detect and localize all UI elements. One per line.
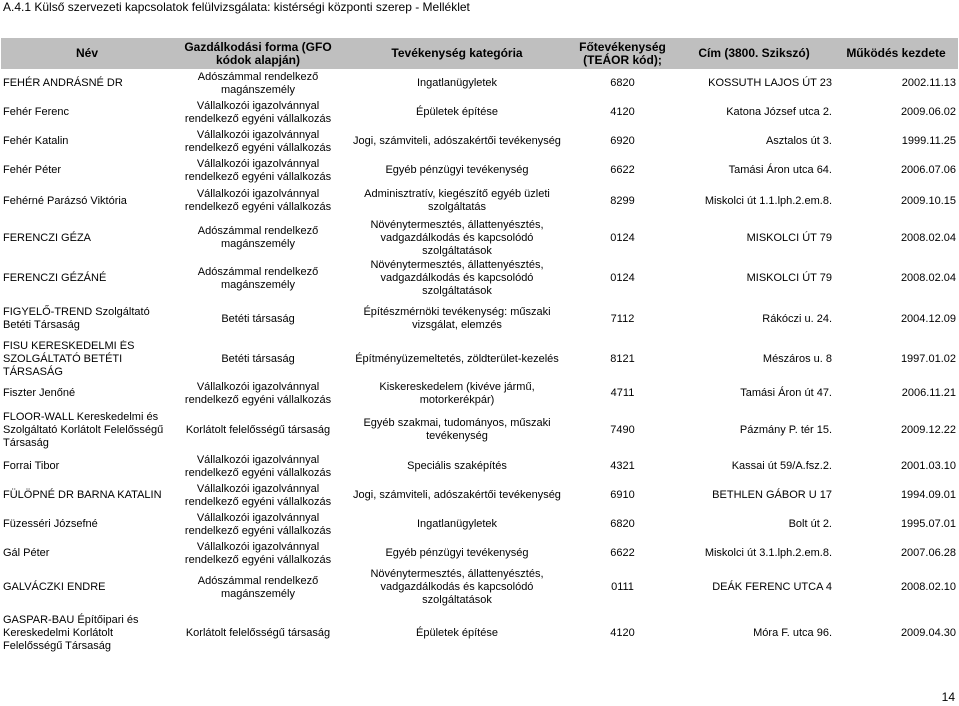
cell-name: Forrai Tibor [3, 460, 60, 472]
header-address: Cím (3800. Szikszó) [674, 38, 834, 69]
table-row [1, 259, 958, 298]
cell-address: DEÁK FERENC UTCA 4 [712, 581, 832, 593]
cell-name: FEHÉR ANDRÁSNÉ DR [3, 77, 123, 89]
cell-form: Betéti társaság [221, 353, 295, 365]
cell-activity: Egyéb pénzügyi tevékenység [385, 547, 529, 559]
cell-form: Betéti társaság [221, 312, 295, 325]
cell-start: 2008.02.04 [900, 272, 956, 284]
cell-address: Kassai út 59/A.fsz.2. [731, 460, 832, 472]
cell-code: 4120 [610, 626, 635, 639]
header-form: Gazdálkodási forma (GFO kódok alapján) [173, 38, 343, 69]
cell-address: KOSSUTH LAJOS ÚT 23 [708, 77, 832, 89]
cell-start: 1995.07.01 [900, 518, 956, 530]
cell-code: 4711 [610, 387, 635, 399]
table-row [1, 452, 958, 481]
table-row [1, 298, 958, 340]
table-row [1, 408, 958, 452]
cell-activity: Kiskereskedelem (kivéve jármű, motorkerékpár) [379, 380, 535, 406]
cell-start: 2009.06.02 [900, 106, 956, 118]
cell-address: Asztalos út 3. [765, 135, 832, 147]
cell-address: Miskolci út 3.1.lph.2.em.8. [704, 547, 832, 559]
cell-form: Adószámmal rendelkező magánszemély [197, 265, 319, 291]
cell-start: 2008.02.10 [900, 581, 956, 593]
cell-name: GALVÁCZKI ENDRE [3, 581, 106, 593]
cell-code: 4321 [610, 460, 635, 472]
cell-start: 2009.04.30 [900, 626, 956, 639]
cell-activity: Növénytermesztés, állattenyésztés, vadgazdálkodás és kapcsolódó szolgáltatások [370, 218, 544, 257]
cell-code: 6820 [610, 518, 635, 530]
cell-code: 8121 [610, 353, 635, 365]
cell-activity: Jogi, számviteli, adószakértői tevékenység [353, 489, 561, 501]
table-row [1, 127, 958, 156]
table-row [1, 340, 958, 379]
cell-activity: Egyéb pénzügyi tevékenység [385, 164, 529, 176]
cell-code: 6622 [610, 164, 635, 176]
cell-form: Adószámmal rendelkező magánszemély [197, 70, 319, 96]
cell-form: Vállalkozói igazolvánnyal rendelkező egyéni vállalkozás [184, 128, 332, 154]
page-number: 14 [941, 690, 955, 704]
cell-code: 7490 [610, 423, 635, 436]
cell-form: Vállalkozói igazolvánnyal rendelkező egyéni vállalkozás [184, 540, 332, 566]
table-row [1, 607, 958, 659]
cell-start: 2002.11.13 [901, 77, 956, 89]
cell-activity: Adminisztratív, kiegészítő egyéb üzleti szolgáltatás [364, 188, 550, 213]
cell-start: 2006.07.06 [900, 164, 956, 176]
cell-activity: Ingatlanügyletek [416, 77, 498, 89]
table-header-row [1, 38, 958, 69]
table-row [1, 185, 958, 217]
cell-form: Vállalkozói igazolvánnyal rendelkező egyéni vállalkozás [184, 482, 332, 508]
cell-address: Tamási Áron út 47. [740, 387, 832, 399]
cell-name: FERENCZI GÉZÁNÉ [3, 272, 107, 284]
table-body [1, 69, 958, 659]
cell-form: Vállalkozói igazolvánnyal rendelkező egyéni vállalkozás [184, 511, 332, 537]
table-row [1, 156, 958, 185]
cell-address: Katona József utca 2. [726, 106, 832, 118]
cell-name: Fehérné Parázsó Viktória [3, 194, 127, 207]
cell-start: 1997.01.02 [900, 353, 956, 365]
header-activity: Tevékenység kategória [343, 38, 571, 69]
cell-start: 2006.11.21 [901, 387, 956, 399]
header-start: Működés kezdete [834, 38, 958, 69]
cell-name: Fehér Ferenc [3, 106, 70, 118]
cell-code: 0111 [611, 581, 634, 593]
table-row [1, 568, 958, 607]
cell-address: Mészáros u. 8 [762, 353, 832, 365]
table-row [1, 481, 958, 510]
cell-form: Adószámmal rendelkező magánszemély [197, 574, 319, 600]
cell-address: Móra F. utca 96. [753, 626, 832, 639]
cell-start: 1994.09.01 [900, 489, 956, 501]
table-row [1, 379, 958, 408]
cell-form: Korlátolt felelősségű társaság [185, 626, 331, 639]
cell-code: 6920 [610, 135, 635, 147]
table-row [1, 217, 958, 259]
cell-start: 2007.06.28 [900, 547, 956, 559]
cell-activity: Speciális szaképítés [407, 460, 507, 472]
cell-name: FLOOR-WALL Kereskedelmi és Szolgáltató Korlátolt Felelősségű Társaság [3, 410, 164, 449]
cell-name: Gál Péter [3, 547, 50, 559]
cell-activity: Épületek építése [416, 626, 498, 639]
cell-address: MISKOLCI ÚT 79 [746, 231, 832, 244]
cell-start: 2009.10.15 [900, 194, 956, 207]
cell-address: Pázmány P. tér 15. [739, 423, 832, 436]
cell-name: FISU KERESKEDELMI ÉS SZOLGÁLTATÓ BETÉTI TÁRSASÁG [3, 340, 135, 378]
registry-table [1, 38, 958, 659]
cell-code: 6622 [610, 547, 635, 559]
table-row [1, 98, 958, 127]
cell-form: Vállalkozói igazolvánnyal rendelkező egyéni vállalkozás [184, 99, 332, 125]
cell-code: 6820 [610, 77, 635, 89]
cell-code: 0124 [610, 231, 635, 244]
cell-form: Vállalkozói igazolvánnyal rendelkező egyéni vállalkozás [184, 188, 332, 213]
cell-activity: Növénytermesztés, állattenyésztés, vadgazdálkodás és kapcsolódó szolgáltatások [370, 568, 544, 606]
cell-activity: Növénytermesztés, állattenyésztés, vadgazdálkodás és kapcsolódó szolgáltatások [370, 259, 544, 297]
cell-code: 4120 [610, 106, 635, 118]
cell-code: 8299 [610, 194, 635, 207]
cell-name: FERENCZI GÉZA [3, 231, 92, 244]
cell-address: Tamási Áron utca 64. [728, 164, 832, 176]
cell-start: 2008.02.04 [900, 231, 956, 244]
cell-name: FÜLÖPNÉ DR BARNA KATALIN [3, 489, 162, 501]
cell-start: 1999.11.25 [901, 135, 956, 147]
cell-name: Fehér Péter [3, 164, 62, 176]
cell-address: Rákóczi u. 24. [762, 312, 832, 325]
cell-activity: Ingatlanügyletek [416, 518, 498, 530]
cell-activity: Építészmérnöki tevékenység: műszaki vizsgálat, elemzés [363, 306, 551, 331]
cell-code: 0124 [610, 272, 635, 284]
cell-form: Vállalkozói igazolvánnyal rendelkező egyéni vállalkozás [184, 453, 332, 479]
cell-activity: Egyéb szakmai, tudományos, műszaki tevékenység [363, 417, 551, 442]
cell-name: Fiszter Jenőné [3, 387, 76, 399]
cell-name: GASPAR-BAU Építőipari és Kereskedelmi Korlátolt Felelősségű Társaság [3, 613, 139, 652]
cell-code: 6910 [610, 489, 635, 501]
cell-start: 2004.12.09 [900, 312, 956, 325]
cell-address: Miskolci út 1.1.lph.2.em.8. [704, 194, 832, 207]
header-name: Név [1, 38, 173, 69]
cell-activity: Jogi, számviteli, adószakértői tevékenység [353, 135, 561, 147]
cell-name: FIGYELŐ-TREND Szolgáltató Betéti Társaság [3, 306, 150, 331]
cell-activity: Épületek építése [416, 106, 498, 118]
cell-name: Fehér Katalin [3, 135, 69, 147]
cell-name: Füzesséri Józsefné [3, 518, 98, 530]
cell-address: Bolt út 2. [788, 518, 832, 530]
cell-form: Vállalkozói igazolvánnyal rendelkező egyéni vállalkozás [184, 380, 332, 406]
table-row [1, 510, 958, 539]
header-code: Főtevékenység (TEÁOR kód); [571, 38, 674, 69]
cell-code: 7112 [610, 312, 635, 325]
cell-form: Vállalkozói igazolvánnyal rendelkező egyéni vállalkozás [184, 157, 332, 183]
cell-form: Adószámmal rendelkező magánszemély [197, 225, 319, 250]
cell-start: 2009.12.22 [900, 423, 956, 436]
cell-form: Korlátolt felelősségű társaság [185, 423, 331, 436]
document-heading: A.4.1 Külső szervezeti kapcsolatok felülvizsgálata: kistérségi központi szerep - Melléklet [3, 0, 470, 14]
cell-address: MISKOLCI ÚT 79 [746, 272, 832, 284]
table-row [1, 69, 958, 98]
cell-start: 2001.03.10 [900, 460, 956, 472]
table-row [1, 539, 958, 568]
cell-address: BETHLEN GÁBOR U 17 [712, 489, 832, 501]
cell-activity: Építményüzemeltetés, zöldterület-kezelés [355, 353, 559, 365]
